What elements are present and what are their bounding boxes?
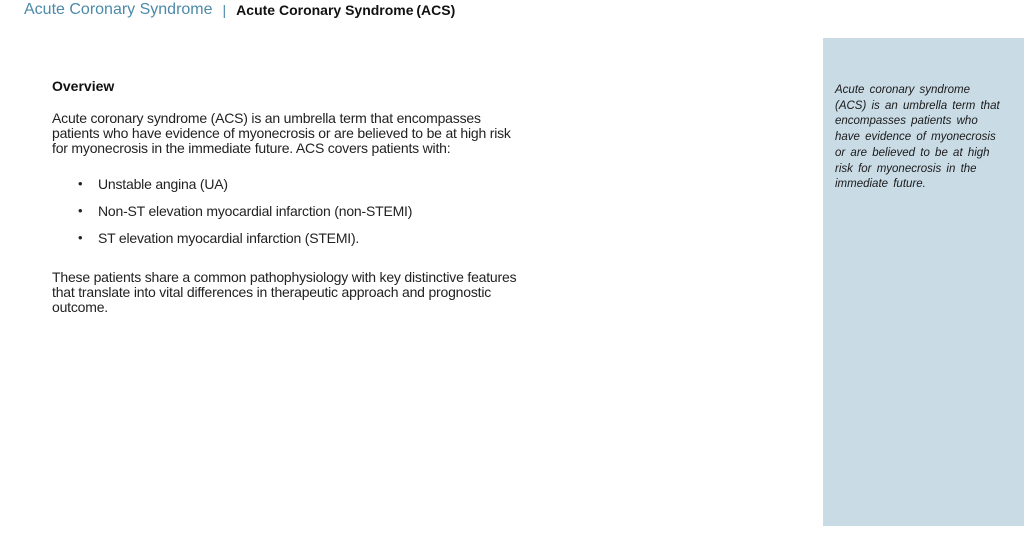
section-title: Acute Coronary Syndrome	[24, 1, 213, 18]
main-content	[52, 78, 522, 315]
bullet-icon: •	[78, 230, 83, 245]
bullet-icon: •	[78, 203, 83, 218]
bullet-text: Non-ST elevation myocardial infarction (non-STEMI)	[98, 203, 413, 219]
sidebar-note: Acute coronary syndrome (ACS) is an umbrella term that encompasses patients who have evidence of myonecrosis or are believed to be at high risk for myonecrosis in the immediate future.	[835, 84, 1000, 191]
overview-heading: Overview	[52, 78, 115, 94]
slide-header	[24, 0, 455, 20]
intro-paragraph: Acute coronary syndrome (ACS) is an umbrella term that encompasses patients who have evidence of myonecrosis or are believed to be at high risk for myonecrosis in the immediate future. ACS covers patients with:	[52, 110, 511, 156]
header-separator: |	[222, 2, 227, 18]
closing-paragraph: These patients share a common pathophysiology with key distinctive features that translate into vital differences in therapeutic approach and prognostic outcome.	[52, 269, 517, 315]
bullet-list	[52, 176, 522, 246]
bullet-icon: •	[78, 176, 83, 191]
sidebar-panel	[823, 38, 1024, 526]
bullet-text: Unstable angina (UA)	[98, 176, 228, 192]
list-item	[52, 176, 522, 192]
list-item	[52, 203, 522, 219]
bullet-text: ST elevation myocardial infarction (STEMI).	[98, 230, 360, 246]
topic-title: Acute Coronary Syndrome (ACS)	[236, 2, 456, 18]
list-item	[52, 230, 522, 246]
